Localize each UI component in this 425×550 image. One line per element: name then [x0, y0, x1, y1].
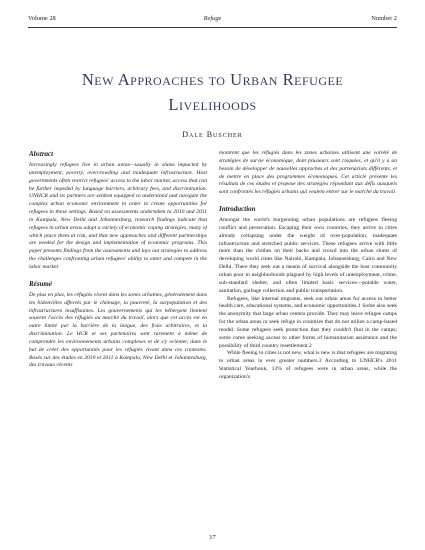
right-column — [219, 150, 397, 532]
header-journal: Refuge — [203, 15, 222, 22]
running-header — [28, 15, 397, 27]
article-title: New Approaches to Urban Refugee Livelihoods — [81, 70, 344, 114]
introduction-paragraph-3: While fleeing to cities is not new, what is new is that refugees are migrating to urban areas in ever greater numbers.3 According to UNHCR's 2011 Statistical Yearbook, 13% of refugees were in urban areas, while the organization's — [219, 350, 397, 380]
introduction-heading: Introduction — [219, 205, 256, 214]
header-rule — [28, 27, 397, 28]
header-number: Number 2 — [371, 15, 397, 22]
page-number: 17 — [209, 534, 216, 541]
resume-heading: Résumé — [29, 279, 52, 288]
introduction-paragraph-1: Amongst the world's burgeoning urban populations are refugees fleeing conflict and persecution. Escaping their own countries, they arrive in cities already collapsing under the weight of over-population, inadequate infrastructure and stretched public services. These refugees arrive with little more than the clothes on their backs and crowd into the urban slums of developing world cities like Nairobi, Kampala, Johannesburg, Cairo and New Delhi. There they seek out a means of survival alongside the host community urban poor in neighborhoods plagued by high levels of unemployment, crime, sub-standard shelter, and often limited basic services—potable water, sanitation, garbage collection and public transportation. — [219, 217, 397, 294]
introduction-paragraph-2: Refugees, like internal migrants, seek out urban areas for access to better health care, educational systems, and economic opportunities.1 Some also seek the anonymity that large urban centers provide. They may leave refugee camps for the urban areas or seek refuge in countries that do not utilize a camp-based model. Some refugees seek protection that they couldn't find in the camps; some come seeking access to other forms of humanitarian assistance and the possibility of third country resettlement.2 — [219, 295, 397, 349]
resume-text-part2: montrent que les réfugiés dans les zones urbaines utilisent une variété de stratégies de survie économique, dont plusieurs sont risquées, et qu'il y a un besoin de développer de nouvelles approches et des partenariats différents, et de mettre en place des programmes économiques. Cet article présente les résultats de ces études et propose des stratégies répondant aux défis auxquels sont confrontés les réfugiés urbains qui veulent entrer sur le marché du travail. — [219, 150, 397, 196]
article-author: Dale Buscher — [182, 130, 243, 139]
abstract-text: Increasingly refugees live in urban areas—usually in slums impacted by unemployment, poverty, overcrowding and inadequate infrastructure. Host governments often restrict refugees' access to the labor market, access that can be further impeded by language barriers, arbitrary fees, and discrimination. UNHCR and its partners are seldom equipped to understand and navigate the complex urban economic environment in order to create opportunities for refugees in these settings. Based on assessments undertaken in 2010 and 2011 in Kampala, New Delhi and Johannesburg, research findings indicate that refugees in urban areas adopt a variety of economic coping strategies, many of which place them at risk, and that new approaches and different partnerships are needed for the design and implementation of economic programs. This paper presents findings from the assessments and lays out strategies to address the challenges confronting urban refugees' ability to enter and compete in the labor market. — [29, 162, 207, 270]
header-volume: Volume 28 — [28, 15, 56, 22]
left-column — [29, 150, 207, 532]
resume-text-part1: De plus en plus, les réfugiés vivent dans les zones urbaines, généralement dans les bidonvilles affectés par le chômage, la pauvreté, la surpopulation et des infrastructures insuffisantes. Les gouvernements qui les hébergent limitent souvent l'accès des réfugiés au marché du travail, alors que cet accès est en outre limité par la barrière de la langue, des frais arbitraires, et la discrimination. Le HCR et ses partenaires sont rarement à même de comprendre les environnements urbains complexes et de s'y orienter, dans le but de créer des opportunités pour les réfugiés vivant dans ces contextes. Basés sur des études en 2010 et 2011 à Kampala, New Delhi et Johannesburg, des travaux récents — [29, 291, 207, 369]
abstract-heading: Abstract — [29, 150, 54, 158]
